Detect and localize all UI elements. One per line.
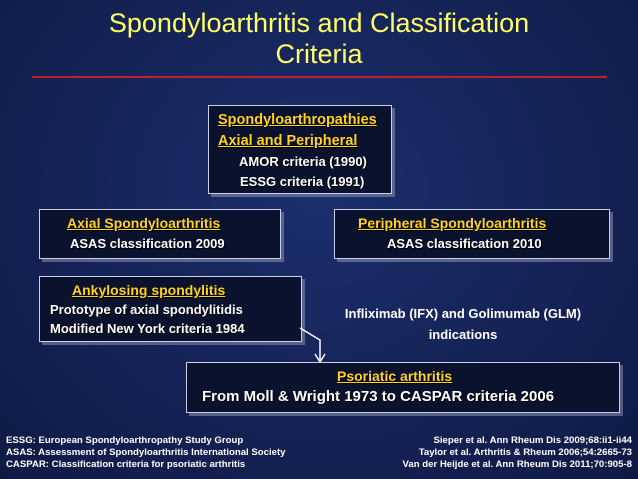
- tnf-indications-text: [308, 303, 618, 345]
- indications-line-2: indications: [428, 327, 498, 342]
- spa-amor: AMOR criteria (1990): [239, 154, 367, 169]
- reference-taylor: Taylor et al. Arthritis & Rheum 2006;54:2665-73: [418, 447, 632, 458]
- psoriatic-arthritis-box: [186, 362, 620, 413]
- references-footnote: [403, 435, 632, 471]
- axial-spa-box: [39, 209, 281, 259]
- axial-asas: ASAS classification 2009: [70, 236, 225, 251]
- title-line-1: Spondyloarthritis and Classification: [108, 8, 530, 38]
- peripheral-spa-box: [334, 209, 610, 259]
- reference-sieper: Sieper et al. Ann Rheum Dis 2009;68:ii1-ii44: [433, 435, 632, 446]
- as-heading: Ankylosing spondylitis: [72, 282, 226, 298]
- as-mny-criteria: Modified New York criteria 1984: [50, 321, 245, 336]
- footnote-essg: ESSG: European Spondyloarthropathy Study Group: [6, 435, 244, 446]
- spa-heading-2: Axial and Peripheral: [218, 133, 358, 149]
- footnote-caspar: CASPAR: Classification criteria for psoriatic arthritis: [6, 459, 246, 470]
- psa-criteria: From Moll & Wright 1973 to CASPAR criteria 2006: [202, 388, 555, 405]
- arrow-connector: [290, 326, 330, 366]
- slide-title: [0, 8, 638, 70]
- ankylosing-spondylitis-box: [39, 276, 302, 342]
- footnote-asas: ASAS: Assessment of Spondyloarthritis International Society: [6, 447, 286, 458]
- spa-heading-1: Spondyloarthropathies: [218, 112, 377, 128]
- reference-vanderheijde: Van der Heijde et al. Ann Rheum Dis 2011;70:905-8: [402, 459, 632, 470]
- indications-line-1: Infliximab (IFX) and Golimumab (GLM): [344, 306, 582, 321]
- peripheral-asas: ASAS classification 2010: [387, 236, 542, 251]
- spondyloarthropathies-box: [208, 105, 392, 194]
- title-line-2: Criteria: [275, 39, 363, 69]
- psa-heading: Psoriatic arthritis: [337, 368, 453, 384]
- as-prototype: Prototype of axial spondylitidis: [50, 302, 243, 317]
- abbreviations-footnote: [6, 435, 286, 471]
- peripheral-heading: Peripheral Spondyloarthritis: [358, 215, 547, 231]
- axial-heading: Axial Spondyloarthritis: [67, 215, 221, 231]
- spa-essg: ESSG criteria (1991): [240, 174, 365, 189]
- title-divider: [32, 76, 607, 78]
